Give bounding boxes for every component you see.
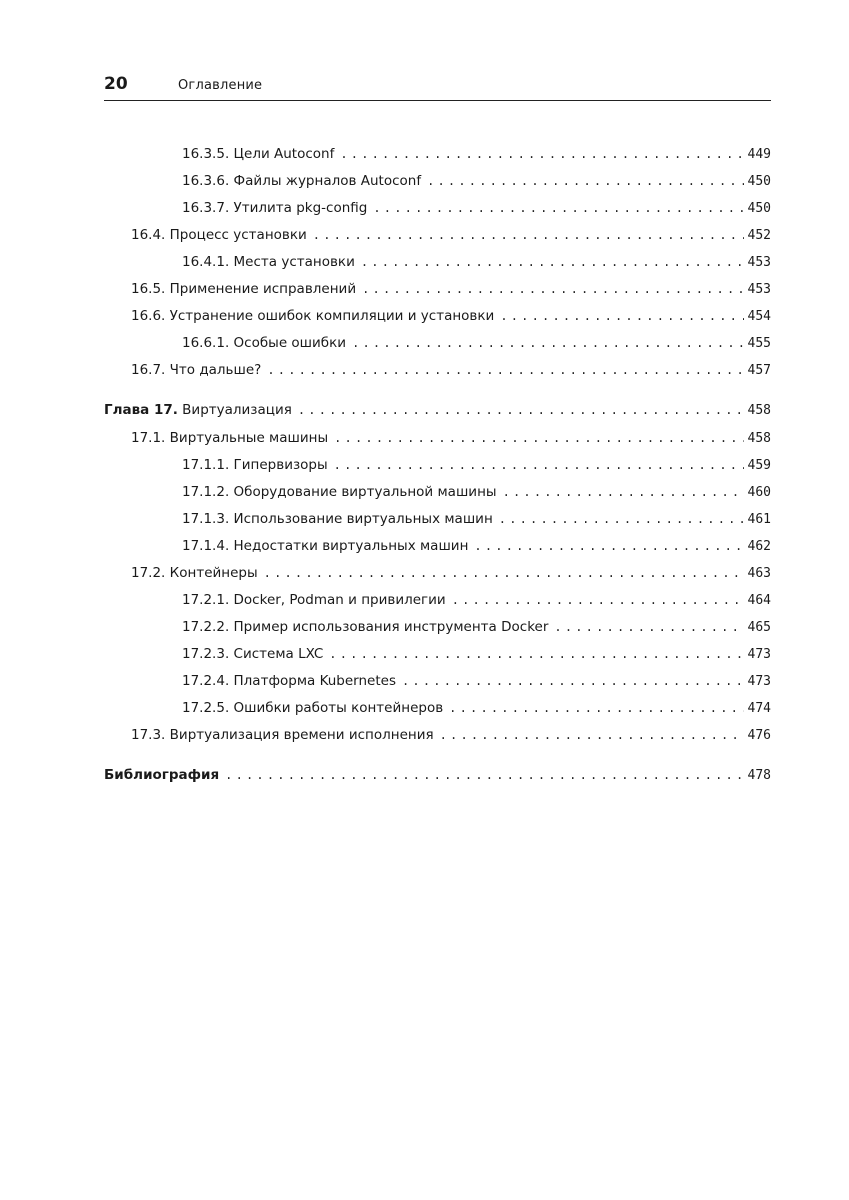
toc-entry[interactable]: [182, 481, 771, 503]
toc-leader-dots: [402, 670, 744, 692]
toc-page-number: 455: [747, 336, 771, 351]
toc-entry[interactable]: [182, 332, 771, 354]
toc-entry[interactable]: [182, 616, 771, 638]
toc-page-number: 460: [747, 485, 771, 500]
toc-entry-title: 16.4. Процесс установки: [131, 227, 307, 243]
toc-entry[interactable]: [131, 224, 771, 246]
toc-entry-title: 17.3. Виртуализация времени исполнения: [131, 727, 434, 743]
toc-leader-dots: [449, 697, 743, 719]
toc-entry-title: 16.3.5. Цели Autoconf: [182, 146, 335, 162]
toc-entry[interactable]: [131, 427, 771, 449]
toc-entry-title: 17.2. Контейнеры: [131, 565, 258, 581]
toc-entry-title: 17.2.3. Система LXC: [182, 646, 324, 662]
toc-entry-title: Глава 17. Виртуализация: [104, 402, 292, 418]
toc-leader-dots: [362, 278, 743, 300]
toc-entry[interactable]: [182, 535, 771, 557]
toc-entry[interactable]: [182, 643, 771, 665]
toc-page-number: 474: [747, 701, 771, 716]
toc-page-number: 459: [747, 458, 771, 473]
toc-page-number: 458: [747, 403, 771, 418]
toc-page-number: 453: [747, 255, 771, 270]
toc-entry-title: 17.2.4. Платформа Kubernetes: [182, 673, 396, 689]
toc-entry-title: 16.6. Устранение ошибок компиляции и установки: [131, 308, 495, 324]
toc-page-number: 458: [747, 431, 771, 446]
toc-bibliography-entry[interactable]: [104, 764, 771, 786]
toc-page-number: 450: [747, 174, 771, 189]
page-header: [104, 74, 771, 101]
toc-leader-dots: [334, 427, 743, 449]
toc-page-number: 462: [747, 539, 771, 554]
toc-page-number: 463: [747, 566, 771, 581]
toc-entry[interactable]: [131, 562, 771, 584]
running-title: Оглавление: [178, 78, 263, 93]
toc-page-number: 461: [747, 512, 771, 527]
toc-chapter-entry[interactable]: [104, 399, 771, 421]
toc-page-number: 473: [747, 647, 771, 662]
toc-entry-title: 17.1. Виртуальные машины: [131, 430, 329, 446]
toc-entry-title: 16.3.7. Утилита pkg-config: [182, 200, 368, 216]
toc-entry[interactable]: [182, 508, 771, 530]
toc-leader-dots: [313, 224, 744, 246]
toc-leader-dots: [340, 143, 743, 165]
toc-page-number: 453: [747, 282, 771, 297]
toc-entry[interactable]: [182, 197, 771, 219]
toc-entry[interactable]: [131, 305, 771, 327]
toc-leader-dots: [225, 764, 743, 786]
toc-page-number: 465: [747, 620, 771, 635]
toc-page-number: 478: [747, 768, 771, 783]
toc-page-number: 473: [747, 674, 771, 689]
toc-entry[interactable]: [182, 697, 771, 719]
toc-entry-title: Библиография: [104, 767, 220, 783]
toc-entry[interactable]: [131, 278, 771, 300]
toc-leader-dots: [503, 481, 744, 503]
toc-entry[interactable]: [182, 170, 771, 192]
toc-entry-title: 17.2.1. Docker, Podman и привилегии: [182, 592, 446, 608]
toc-page-number: 449: [747, 147, 771, 162]
toc-entry-title: 17.1.2. Оборудование виртуальной машины: [182, 484, 497, 500]
toc-entry-title: 16.6.1. Особые ошибки: [182, 335, 347, 351]
toc-leader-dots: [329, 643, 743, 665]
toc-leader-dots: [334, 454, 744, 476]
toc-entry-title: 16.3.6. Файлы журналов Autoconf: [182, 173, 422, 189]
page-number: 20: [104, 74, 128, 94]
toc-leader-dots: [500, 305, 743, 327]
toc-entry-title: 16.5. Применение исправлений: [131, 281, 357, 297]
toc-entry[interactable]: [182, 251, 771, 273]
toc-leader-dots: [267, 359, 743, 381]
toc-page-number: 464: [747, 593, 771, 608]
toc-leader-dots: [352, 332, 743, 354]
toc-page-number: 450: [747, 201, 771, 216]
toc-leader-dots: [361, 251, 744, 273]
toc-entry-title: 17.2.2. Пример использования инструмента Docker: [182, 619, 549, 635]
toc-entry[interactable]: [131, 724, 771, 746]
toc-leader-dots: [440, 724, 744, 746]
toc-entry[interactable]: [182, 589, 771, 611]
toc-entry-title: 17.1.4. Недостатки виртуальных машин: [182, 538, 469, 554]
toc-entry-title: 17.2.5. Ошибки работы контейнеров: [182, 700, 444, 716]
toc-leader-dots: [427, 170, 743, 192]
toc-entry-title: 16.7. Что дальше?: [131, 362, 262, 378]
toc-leader-dots: [554, 616, 743, 638]
toc-entry[interactable]: [182, 143, 771, 165]
toc-entry[interactable]: [182, 454, 771, 476]
toc-leader-dots: [474, 535, 743, 557]
toc-leader-dots: [264, 562, 744, 584]
toc-entry[interactable]: [182, 670, 771, 692]
toc-leader-dots: [373, 197, 743, 219]
toc-leader-dots: [298, 399, 744, 421]
toc-entry-title: 17.1.1. Гипервизоры: [182, 457, 328, 473]
toc-page-number: 452: [747, 228, 771, 243]
toc-page-number: 457: [747, 363, 771, 378]
toc-entry[interactable]: [131, 359, 771, 381]
toc-page-number: 476: [747, 728, 771, 743]
toc-entry-title: 17.1.3. Использование виртуальных машин: [182, 511, 493, 527]
toc-leader-dots: [499, 508, 744, 530]
toc-page-number: 454: [747, 309, 771, 324]
toc-leader-dots: [452, 589, 744, 611]
toc-entry-title: 16.4.1. Места установки: [182, 254, 355, 270]
